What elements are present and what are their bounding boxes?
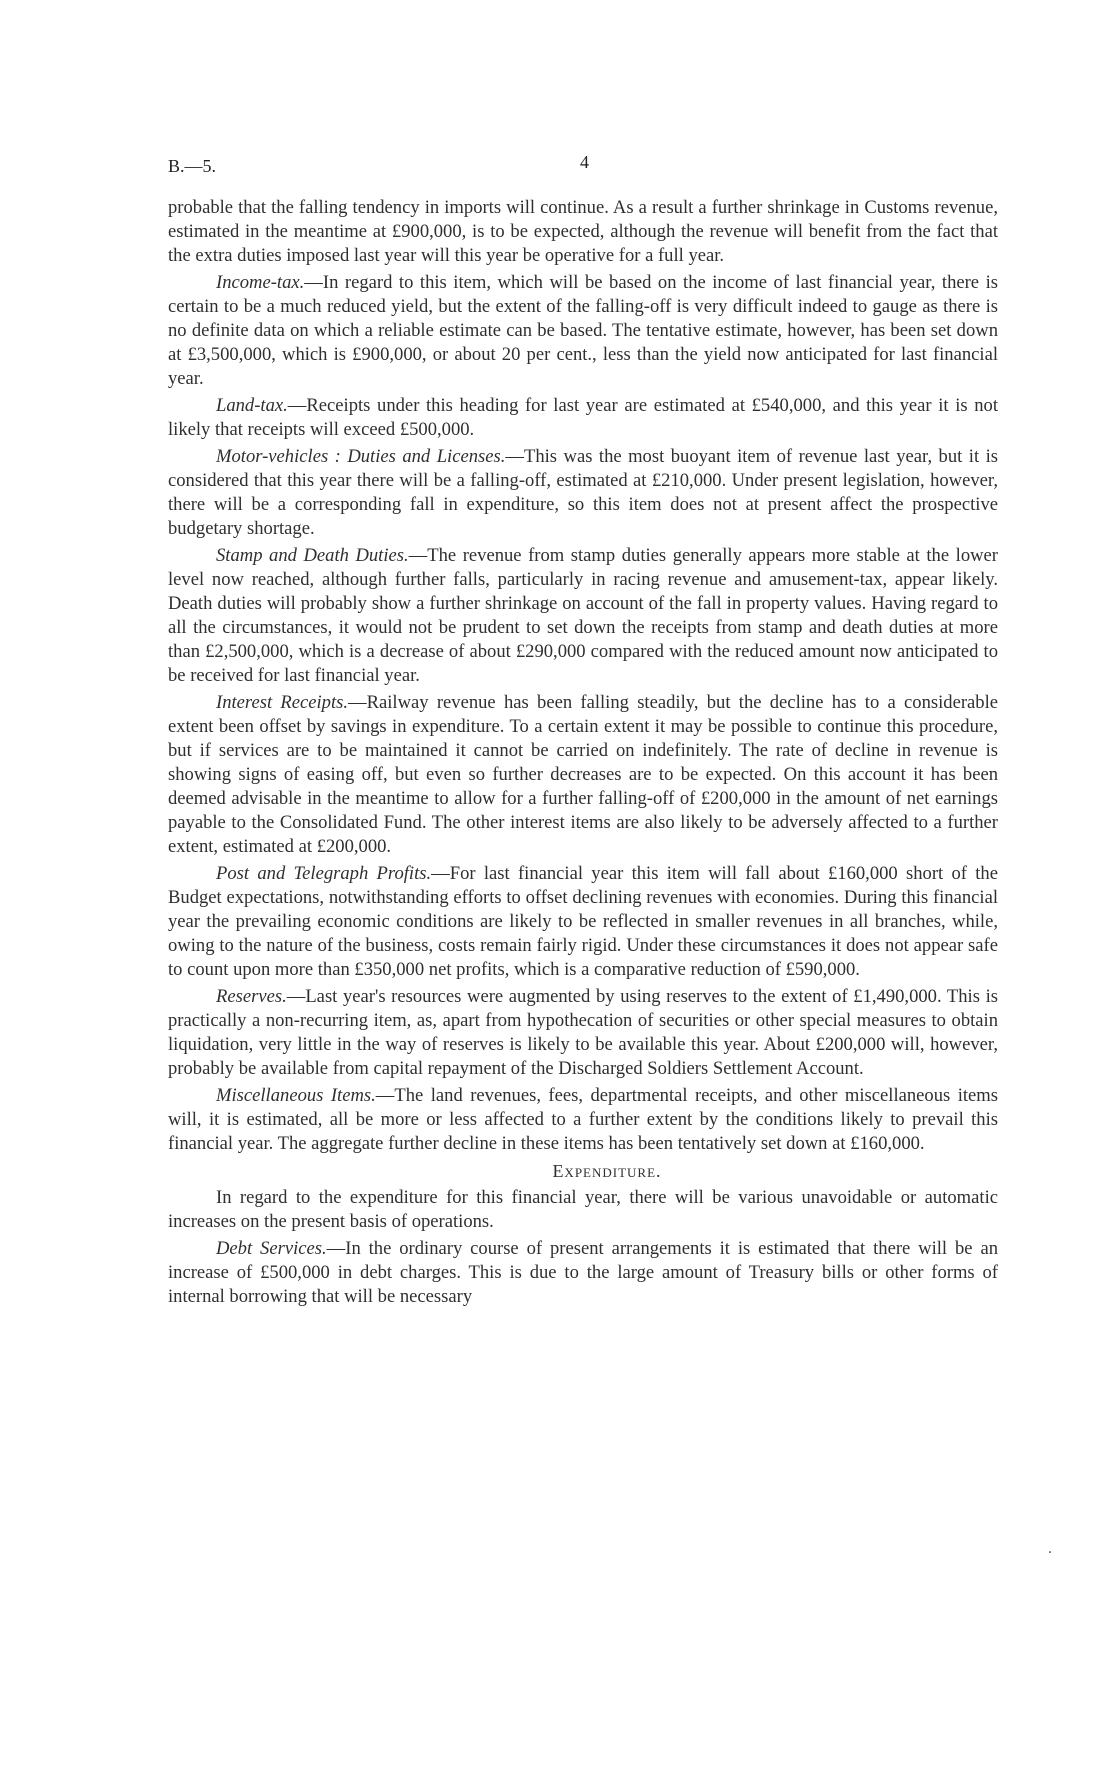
- paragraph-expenditure-intro: In regard to the expenditure for this financial year, there will be various unavoidable or automatic increases on the present basis of operations.: [168, 1187, 998, 1232]
- paragraph-lead: Interest Receipts.: [216, 692, 349, 713]
- paragraph-lead: Income-tax.: [216, 272, 305, 293]
- page-header: [168, 152, 1000, 182]
- paragraph-lead: Reserves.: [216, 986, 287, 1007]
- section-heading-expenditure: Expenditure.: [552, 1161, 662, 1181]
- paragraph-interest-receipts: Interest Receipts.—Railway revenue has been falling steadily, but the decline has to a considerable extent been offset by savings in expenditure. To a certain extent it may be possible to continue this procedure, but if services are to be maintained it cannot be carried on indefinitely. The rate of decline in revenue is showing signs of easing off, but even so further decreases are to be expected. On this account it has been deemed advisable in the meantime to allow for a further falling-off of £200,000 in the amount of net earnings payable to the Consolidated Fund. The other interest items are also likely to be adversely affected to a further extent, estimated at £200,000.: [168, 692, 998, 857]
- paragraph-reserves: Reserves.—Last year's resources were augmented by using reserves to the extent of £1,490,000. This is practically a non-recurring item, as, apart from hypothecation of securities or other special measures to obtain liquidation, very little in the way of reserves is likely to be available this year. About £200,000 will, however, probably be available from capital repayment of the Discharged Soldiers Settlement Account.: [168, 986, 998, 1079]
- paragraph-lead: Debt Services.: [216, 1238, 327, 1259]
- paragraph-lead: Miscellaneous Items.: [216, 1085, 376, 1106]
- page-body: [168, 196, 998, 1312]
- paragraph-continuation: probable that the falling tendency in imports will continue. As a result a further shrinkage in Customs revenue, estimated in the meantime at £900,000, is to be expected, although the revenue will benefit from the fact that the extra duties imposed last year will this year be operative for a full year.: [168, 197, 998, 266]
- paragraph-lead: Land-tax.: [216, 395, 288, 416]
- paragraph-miscellaneous: Miscellaneous Items.—The land revenues, fees, departmental receipts, and other miscellaneous items will, it is estimated, all be more or less affected to a further extent by the conditions likely to prevail this financial year. The aggregate further decline in these items has been tentatively set down at £160,000.: [168, 1085, 998, 1154]
- margin-mark: .: [1048, 1540, 1052, 1557]
- paragraph-lead: Post and Telegraph Profits.: [216, 863, 432, 884]
- paragraph-stamp-death-duties: Stamp and Death Duties.—The revenue from stamp duties generally appears more stable at the lower level now reached, although further falls, particularly in racing revenue and amusement-tax, appear likely. Death duties will probably show a further shrinkage on account of the fall in property values. Having regard to all the circumstances, it would not be prudent to set down the receipts from stamp and death duties at more than £2,500,000, which is a decrease of about £290,000 compared with the reduced amount now anticipated to be received for last financial year.: [168, 545, 998, 686]
- paragraph-post-telegraph: Post and Telegraph Profits.—For last financial year this item will fall about £160,000 short of the Budget expectations, notwithstanding efforts to offset declining revenues with economies. During this financial year the prevailing economic conditions are likely to be reflected in smaller revenues in all branches, while, owing to the nature of the business, costs remain fairly rigid. Under these circumstances it does not appear safe to count upon more than £350,000 net profits, which is a comparative reduction of £590,000.: [168, 863, 998, 980]
- paragraph-lead: Motor-vehicles : Duties and Licenses.: [216, 446, 506, 467]
- paragraph-lead: Stamp and Death Duties.: [216, 545, 409, 566]
- document-reference: B.—5.: [168, 156, 217, 176]
- page-number: 4: [580, 152, 589, 172]
- paragraph-income-tax: Income-tax.—In regard to this item, which will be based on the income of last financial year, there is certain to be a much reduced yield, but the extent of the falling-off is very difficult indeed to gauge as there is no definite data on which a reliable estimate can be based. The tentative estimate, however, has been set down at £3,500,000, which is £900,000, or about 20 per cent., less than the yield now anticipated for last financial year.: [168, 272, 998, 389]
- paragraph-land-tax: Land-tax.—Receipts under this heading for last year are estimated at £540,000, and this year it is not likely that receipts will exceed £500,000.: [168, 395, 998, 440]
- paragraph-motor-vehicles: Motor-vehicles : Duties and Licenses.—This was the most buoyant item of revenue last year, but it is considered that this year there will be a falling-off, estimated at £210,000. Under present legislation, however, there will be a corresponding fall in expenditure, so this item does not at present affect the prospective budgetary shortage.: [168, 446, 998, 539]
- paragraph-debt-services: Debt Services.—In the ordinary course of present arrangements it is estimated that there will be an increase of £500,000 in debt charges. This is due to the large amount of Treasury bills or other forms of internal borrowing that will be necessary: [168, 1238, 999, 1307]
